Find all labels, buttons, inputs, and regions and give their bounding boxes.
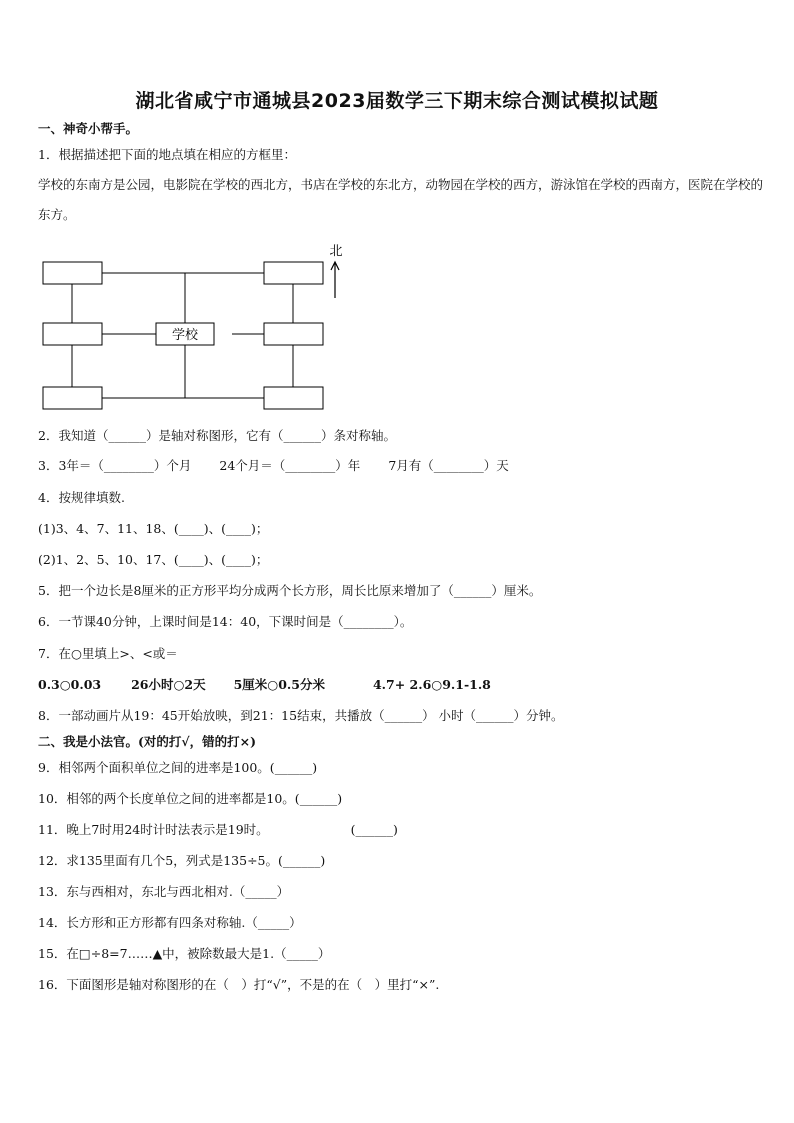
question-8: 8．一部动画片从19：45开始放映，到21：15结束，共播放（______） 小时（______）分钟。 xyxy=(38,708,564,723)
question-12: 12．求135里面有几个5，列式是135÷5。(______) xyxy=(38,853,326,868)
question-10: 10．相邻的两个长度单位之间的进率都是10。(______) xyxy=(38,791,343,806)
southwest-box[interactable] xyxy=(43,387,102,409)
question-4-part-1: (1)3、4、7、11、18、(____)、(____)； xyxy=(38,521,269,536)
question-3-a: 3．3年＝（________）个月 xyxy=(38,458,192,473)
question-7-a: 0.3○0.03 xyxy=(38,677,102,692)
northeast-box[interactable] xyxy=(264,262,323,284)
question-6: 6．一节课40分钟，上课时间是14：40，下课时间是（________）。 xyxy=(38,614,413,629)
question-11-blank: (______) xyxy=(350,822,398,837)
west-box[interactable] xyxy=(43,323,102,345)
question-3 xyxy=(38,458,509,474)
question-1-stem: 1．根据描述把下面的地点填在相应的方框里： xyxy=(38,147,296,162)
question-7-c: 5厘米○0.5分米 xyxy=(233,677,325,692)
school-label: 学校 xyxy=(171,328,199,343)
southeast-box[interactable] xyxy=(264,387,323,409)
question-4-stem: 4．按规律填数. xyxy=(38,490,125,505)
question-7-d: 4.7+ 2.6○9.1-1.8 xyxy=(372,677,491,692)
north-arrow-icon xyxy=(331,262,339,298)
north-label: 北 xyxy=(329,244,343,259)
question-7-b: 26小时○2天 xyxy=(131,677,206,692)
question-13: 13．东与西相对，东北与西北相对.（_____） xyxy=(38,884,290,899)
question-16: 16．下面图形是轴对称图形的在（ ）打“√”，不是的在（ ）里打“×”. xyxy=(38,977,440,992)
question-14: 14．长方形和正方形都有四条对称轴.（_____） xyxy=(38,915,302,930)
question-5: 5．把一个边长是8厘米的正方形平均分成两个长方形，周长比原来增加了（______）厘米。 xyxy=(38,583,542,598)
location-diagram xyxy=(40,238,360,414)
question-1-description: 学校的东南方是公园，电影院在学校的西北方，书店在学校的东北方，动物园在学校的西方，游泳馆在学校的西南方，医院在学校的东方。 xyxy=(38,177,764,222)
question-11 xyxy=(38,822,398,838)
question-15: 15．在□÷8=7……▲中，被除数最大是1.（_____） xyxy=(38,946,331,961)
question-11-text: 11．晚上7时用24时计时法表示是19时。 xyxy=(38,822,269,837)
question-4-part-2: (2)1、2、5、10、17、(____)、(____)； xyxy=(38,552,269,567)
section-2-heading: 二、我是小法官。(对的打√，错的打×) xyxy=(38,734,257,749)
question-9: 9．相邻两个面积单位之间的进率是100。(______) xyxy=(38,760,318,775)
page-title: 湖北省咸宁市通城县2023届数学三下期末综合测试模拟试题 xyxy=(135,90,659,112)
section-1-heading: 一、神奇小帮手。 xyxy=(38,121,139,136)
question-7-stem: 7．在○里填上>、<或＝ xyxy=(38,646,178,661)
question-7-items xyxy=(38,677,491,693)
question-2: 2．我知道（______）是轴对称图形，它有（______）条对称轴。 xyxy=(38,428,396,443)
question-3-c: 7月有（________）天 xyxy=(388,458,509,473)
east-box[interactable] xyxy=(264,323,323,345)
northwest-box[interactable] xyxy=(43,262,102,284)
question-3-b: 24个月＝（________）年 xyxy=(219,458,361,473)
